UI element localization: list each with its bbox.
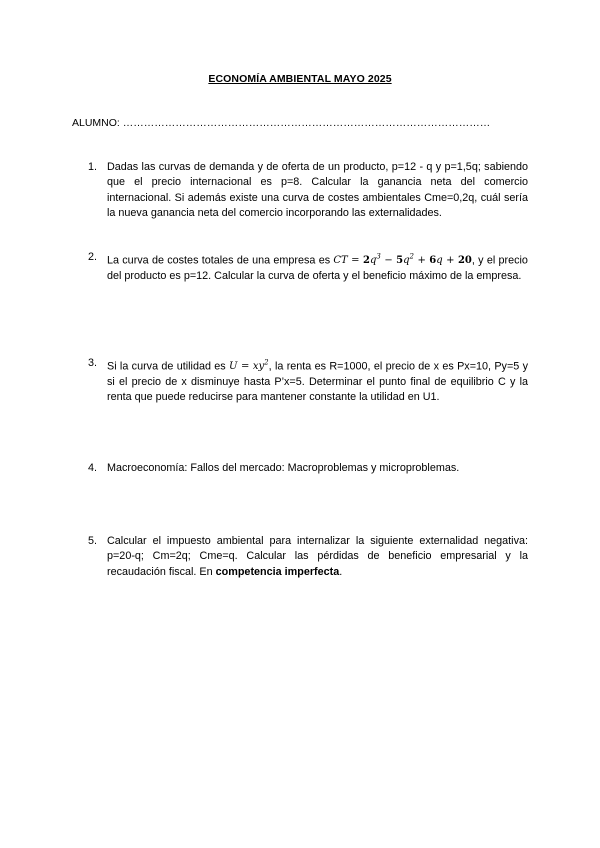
formula-equals: = — [347, 255, 364, 267]
question-5-text — [107, 534, 528, 580]
question-3 — [88, 356, 528, 406]
question-1-number: 1. — [88, 161, 98, 173]
question-2-number: 2. — [88, 251, 98, 263]
question-5-bold: competencia imperfecta — [215, 565, 340, 578]
student-label: ALUMNO: — [72, 117, 120, 129]
exam-title: ECONOMÍA AMBIENTAL MAYO 2025 — [208, 73, 392, 85]
formula-var-1: q — [369, 255, 377, 267]
question-4-text: Macroeconomía: Fallos del mercado: Macroproblemas y microproblemas. — [107, 462, 460, 474]
question-3-number: 3. — [88, 357, 98, 369]
question-3-text — [107, 356, 528, 406]
question-2-text-before: La curva de costes totales de una empresa es — [107, 254, 334, 267]
question-4-number: 4. — [88, 462, 98, 474]
formula-ct: CT — [333, 255, 348, 267]
formula-coef-2: 5 — [396, 255, 404, 267]
cost-formula — [333, 255, 472, 266]
student-name-dots: …………………………………………………………………………………………… — [122, 117, 491, 129]
question-5-text-before: Calcular el impuesto ambiental para internalizar la siguiente externalidad negativa: p=20-q; Cm=2q; Cme=q. Calcular las pérdidas de beneficio empresarial y la recaudación fiscal. En — [107, 535, 528, 578]
formula-equals: = — [237, 361, 253, 373]
question-2-text — [107, 250, 528, 284]
question-3-text-before: Si la curva de utilidad es — [107, 360, 230, 373]
formula-xy: xy — [252, 361, 265, 373]
formula-exp-1: 3 — [376, 253, 381, 261]
formula-op-2: + — [414, 255, 430, 267]
question-1 — [88, 160, 528, 222]
formula-u: U — [229, 361, 238, 373]
question-5-number: 5. — [88, 535, 98, 547]
formula-coef-1: 2 — [363, 255, 370, 267]
question-2-text-after: , y el precio del producto es p=12. Calcular la curva de oferta y el beneficio máximo de la empresa. — [107, 254, 528, 282]
utility-formula — [229, 361, 269, 372]
formula-const: 20 — [457, 255, 472, 267]
formula-exp: 2 — [264, 359, 269, 367]
question-1-text: Dadas las curvas de demanda y de oferta de un producto, p=12 - q y p=1,5q; sabiendo que el precio internacional es p=8. Calcular la ganancia neta del comercio internacional. Si además existe una curva de costes ambientales Cme=0,2q, cuál sería la nueva ganancia neta del comercio incorporando las externalidades. — [107, 161, 528, 220]
formula-coef-3: 6 — [429, 255, 437, 267]
formula-op-3: + — [442, 255, 458, 267]
formula-op-1: − — [380, 255, 397, 267]
formula-var-3: q — [436, 255, 443, 267]
question-5 — [88, 534, 528, 580]
formula-var-2: q — [403, 255, 410, 267]
question-3-text-after: , la renta es R=1000, el precio de x es Px=10, Py=5 y si el precio de x disminuye hasta P’x=5. Determinar el punto final de equilibrio C y la renta que puede reducirse para mantener constante la utilidad en U1. — [107, 360, 528, 404]
question-2 — [88, 250, 528, 284]
question-5-text-after: . — [339, 565, 343, 578]
student-name-line — [72, 117, 532, 129]
question-4 — [88, 461, 528, 476]
formula-exp-2: 2 — [409, 253, 414, 261]
